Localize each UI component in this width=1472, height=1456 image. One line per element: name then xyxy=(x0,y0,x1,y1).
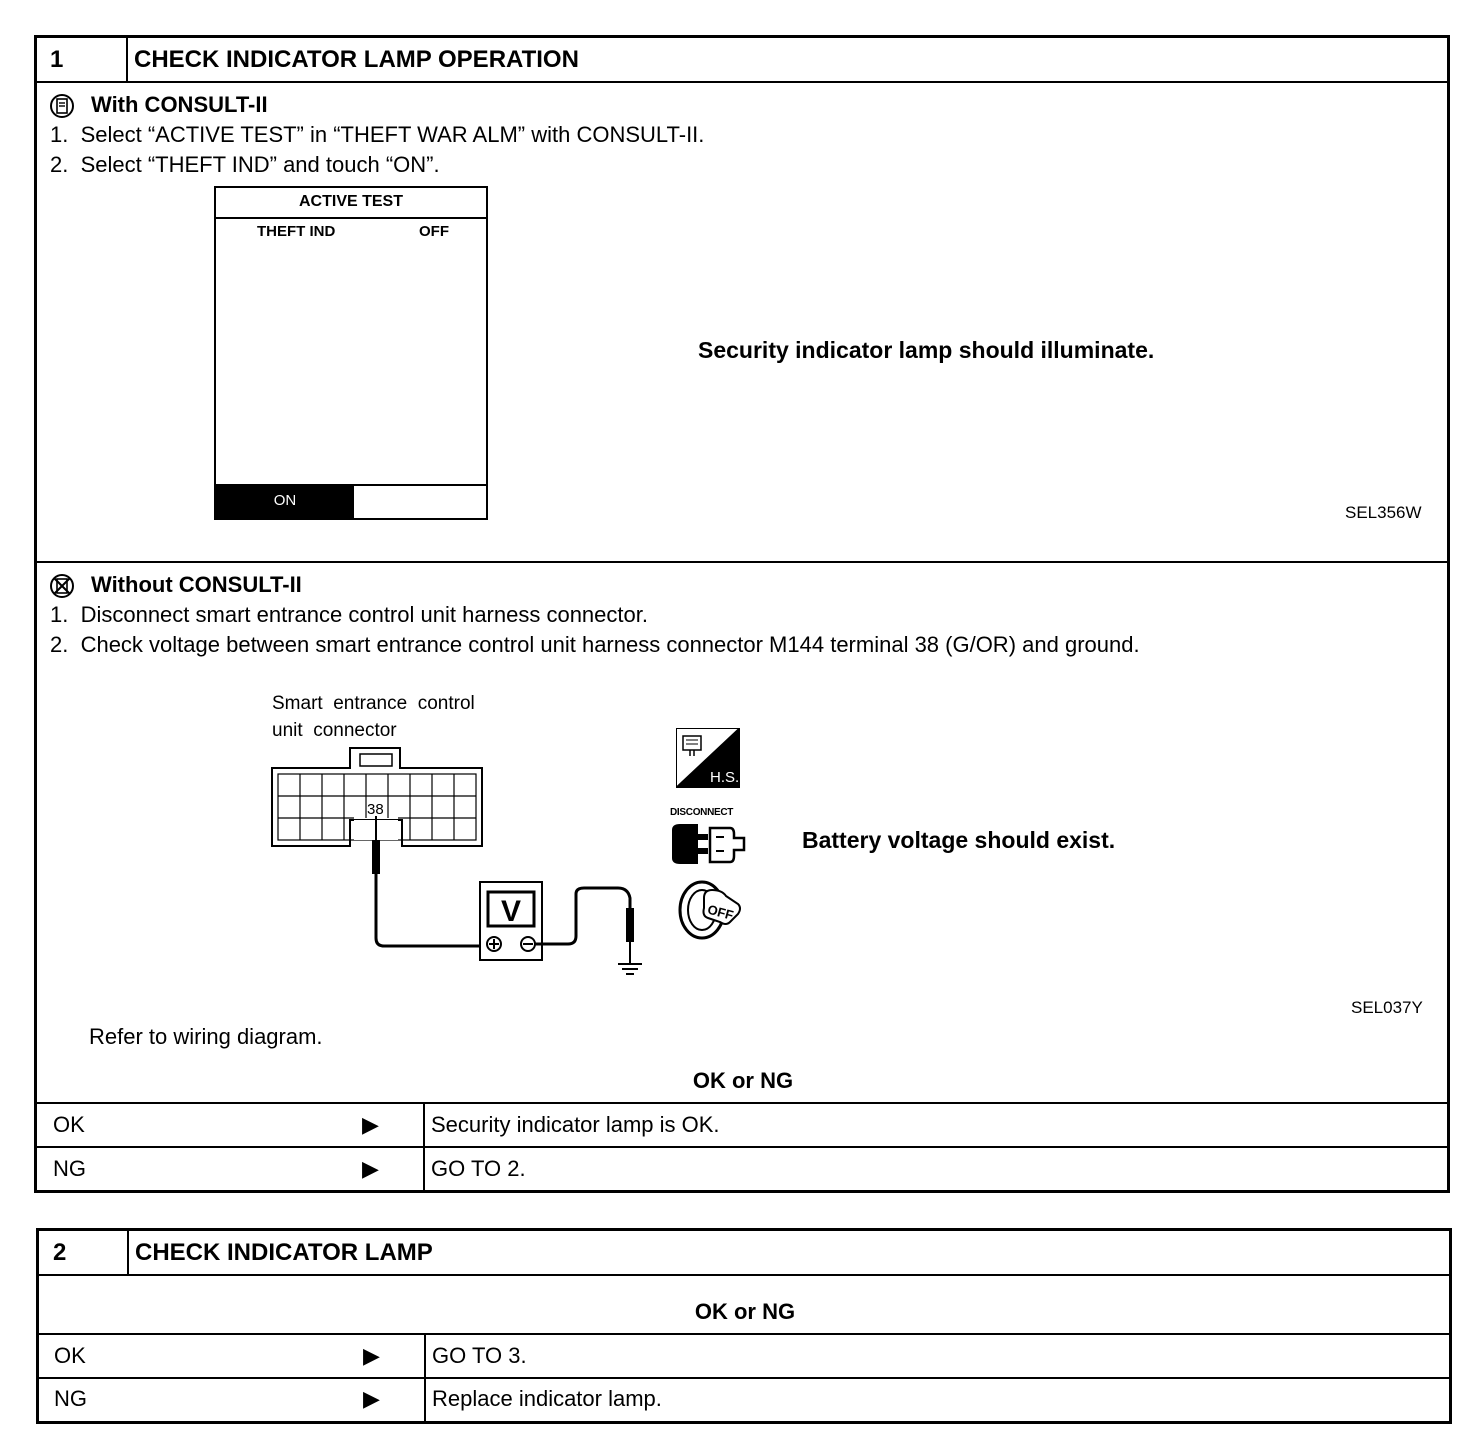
blank-button xyxy=(354,484,486,518)
connector-label-line2: unit connector xyxy=(272,720,397,741)
connector-latch xyxy=(360,754,392,766)
disconnect-icon xyxy=(668,820,748,870)
figure-code-sel356w: SEL356W xyxy=(1345,503,1422,522)
lead-negative xyxy=(535,888,630,944)
theft-ind-label: THEFT IND xyxy=(257,223,336,240)
step2-title: CHECK INDICATOR LAMP xyxy=(135,1239,433,1266)
theft-ind-value: OFF xyxy=(419,223,449,240)
lead-positive xyxy=(376,874,482,946)
step2-row-ng-arrow: ▶ xyxy=(363,1386,380,1411)
without-consult-step-1: 1. Disconnect smart entrance control unit harness connector. xyxy=(50,602,648,627)
ignition-key-off-icon xyxy=(674,878,744,942)
step1-header-divider xyxy=(36,81,1448,83)
with-consult-result: Security indicator lamp should illuminate. xyxy=(698,337,1155,363)
step2-number-divider xyxy=(127,1230,129,1275)
consult-section-divider xyxy=(36,561,1448,563)
with-consult-step-1: 1. Select “ACTIVE TEST” in “THEFT WAR ALM” with CONSULT-II. xyxy=(50,122,705,147)
refer-wiring-diagram[interactable]: Refer to wiring diagram. xyxy=(89,1024,323,1049)
step2-row-ok-label: OK xyxy=(54,1343,86,1368)
no-consult-icon xyxy=(49,573,75,599)
connector-diagram xyxy=(268,742,668,982)
step2-row-ng-result: Replace indicator lamp. xyxy=(432,1386,662,1411)
ignition-off-label: OFF xyxy=(706,901,736,923)
probe-negative xyxy=(626,908,634,942)
on-button[interactable] xyxy=(216,484,354,518)
step2-result-top-line xyxy=(38,1333,1450,1335)
step2-ok-ng-heading: OK or NG xyxy=(694,1299,796,1324)
terminal-38-label: 38 xyxy=(367,801,384,818)
step2-row-ok-result[interactable]: GO TO 3. xyxy=(432,1343,527,1368)
step1-row-ok-label: OK xyxy=(53,1112,85,1137)
with-consult-step-2: 2. Select “THEFT IND” and touch “ON”. xyxy=(50,152,440,177)
harness-side-icon xyxy=(676,728,740,788)
step2-header-divider xyxy=(38,1274,1450,1276)
harness-side-label: H.S. xyxy=(710,769,740,786)
step1-row-ng-label: NG xyxy=(53,1156,86,1181)
step2-row-ok-arrow: ▶ xyxy=(363,1343,380,1368)
connector-label-line1: Smart entrance control xyxy=(272,693,475,714)
active-test-title: ACTIVE TEST xyxy=(298,193,403,210)
step1-row-ok-arrow: ▶ xyxy=(362,1112,379,1137)
step2-result-divider xyxy=(424,1334,426,1422)
step2-row-ng-label: NG xyxy=(54,1386,87,1411)
consult-icon xyxy=(49,93,75,119)
active-test-screen xyxy=(214,186,488,520)
without-consult-heading: Without CONSULT-II xyxy=(91,572,302,597)
step1-number-divider xyxy=(126,37,128,82)
step1-title: CHECK INDICATOR LAMP OPERATION xyxy=(134,46,579,73)
step1-result-divider xyxy=(423,1103,425,1191)
probe-positive xyxy=(372,840,380,874)
step1-result-top-line xyxy=(36,1102,1448,1104)
step1-row-ok-result: Security indicator lamp is OK. xyxy=(431,1112,720,1137)
without-consult-step-2: 2. Check voltage between smart entrance control unit harness connector M144 terminal 38 (G/OR) and ground. xyxy=(50,632,1140,657)
without-consult-result: Battery voltage should exist. xyxy=(802,827,1116,853)
on-button-label: ON xyxy=(273,492,297,509)
active-test-title-divider xyxy=(216,217,486,219)
disconnect-label: DISCONNECT xyxy=(670,807,734,818)
voltmeter-label: V xyxy=(501,895,522,928)
step1-row-ng-arrow: ▶ xyxy=(362,1156,379,1181)
step1-number: 1 xyxy=(50,46,64,73)
with-consult-heading: With CONSULT-II xyxy=(91,92,268,117)
step1-ok-ng-heading: OK or NG xyxy=(692,1068,794,1093)
step1-result-mid-line xyxy=(36,1146,1448,1148)
step2-result-mid-line xyxy=(38,1377,1450,1379)
step1-row-ng-result[interactable]: GO TO 2. xyxy=(431,1156,526,1181)
step2-number: 2 xyxy=(53,1239,67,1266)
figure-code-sel037y: SEL037Y xyxy=(1351,998,1423,1017)
